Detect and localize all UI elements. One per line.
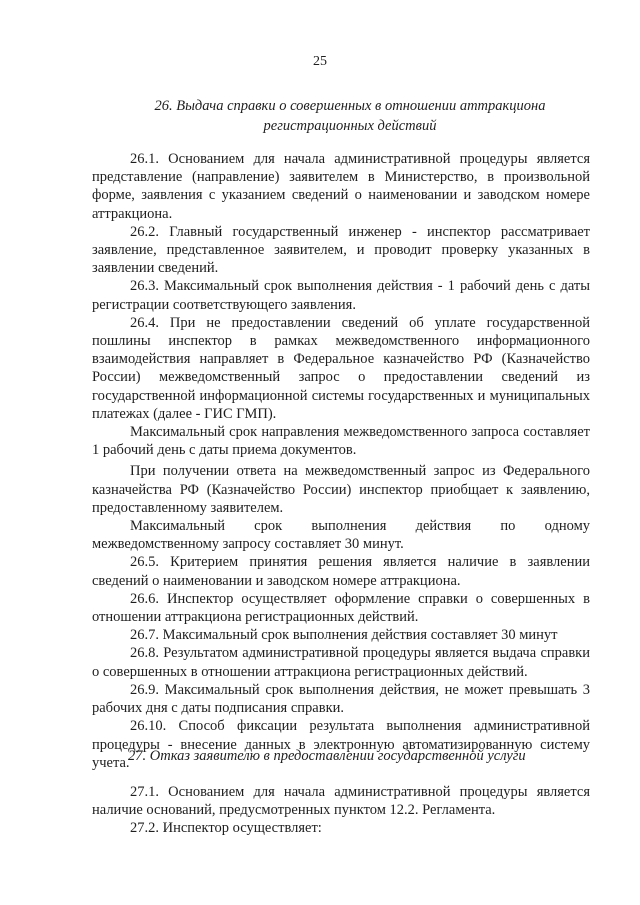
paragraph-26-3: 26.3. Максимальный срок выполнения действия - 1 рабочий день с даты регистрации соответствующего заявления.	[92, 278, 590, 313]
paragraph-26-4: 26.4. При не предоставлении сведений об уплате государственной пошлины инспектор в рамках межведомственного информационного взаимодействия направляет в Федеральное казначейство РФ (Казначейство России) межведомственный запрос о предоставлении сведений из государственной информационной системы государственных и муниципальных платежах (далее - ГИС ГМП).	[92, 314, 590, 422]
section-26-heading-line1: 26. Выдача справки о совершенных в отношении аттракциона	[154, 98, 546, 114]
paragraph-26-5: 26.5. Критерием принятия решения является наличие в заявлении сведений о наименовании и заводском номере аттракциона.	[92, 554, 590, 589]
section-26-heading-line2: регистрационных действий	[263, 118, 437, 134]
paragraph-26-9: 26.9. Максимальный срок выполнения действия, не может превышать 3 рабочих дня с даты подписания справки.	[92, 681, 590, 717]
paragraph-26-1: 26.1. Основанием для начала административной процедуры является представление (направление) заявителем в Министерство, в произвольной форме, заявления с указанием сведений о наименовании и заводском номере аттракциона.	[92, 151, 590, 222]
paragraph-26-10: 26.10. Способ фиксации результата выполнения административной процедуры - внесение данных в электронную автоматизированную систему учета.	[92, 718, 590, 771]
paragraph-26-7: 26.7. Максимальный срок выполнения действия составляет 30 минут	[130, 627, 558, 644]
paragraph-26-8: 26.8. Результатом административной процедуры является выдача справки о совершенных в отношении аттракциона регистрационных действий.	[92, 645, 590, 680]
paragraph-26-4-response: При получении ответа на межведомственный запрос из Федерального казначейства РФ (Казначейство России) инспектор приобщает к заявлению, предоставленному заявителем.	[92, 463, 590, 516]
paragraph-26-2: 26.2. Главный государственный инженер - инспектор рассматривает заявление, представленное заявителем, и проводит проверку указанных в заявлении сведений.	[92, 223, 590, 277]
section-26-body	[92, 150, 590, 772]
section-27-body	[92, 783, 590, 838]
paragraph-26-6: 26.6. Инспектор осуществляет оформление справки о совершенных в отношении аттракциона регистрационных действий.	[92, 590, 590, 626]
paragraph-26-4-query-time: Максимальный срок выполнения действия по одному межведомственному запросу составляет 30 минут.	[92, 518, 590, 553]
section-26-heading	[110, 96, 590, 136]
paragraph-27-2: 27.2. Инспектор осуществляет:	[130, 820, 322, 837]
section-27-heading: 27. Отказ заявителю в предоставлении государственной услуги	[128, 748, 526, 764]
page-number: 25	[313, 54, 327, 69]
paragraph-27-1: 27.1. Основанием для начала административной процедуры является наличие оснований, предусмотренных пунктом 12.2. Регламента.	[92, 784, 590, 819]
paragraph-26-4-deadline: Максимальный срок направления межведомственного запроса составляет 1 рабочий день с даты приема документов.	[92, 424, 590, 459]
